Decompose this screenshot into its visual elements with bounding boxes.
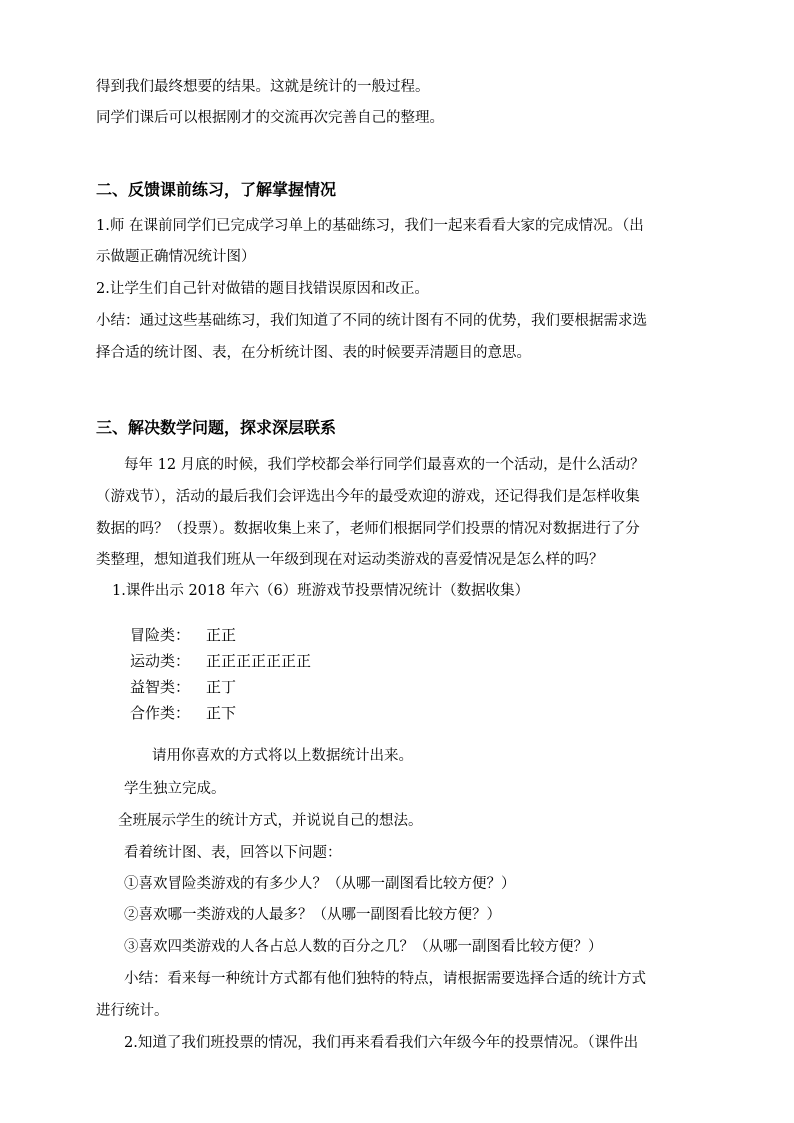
tally-marks-adventure: 正正 xyxy=(206,626,237,644)
section-3-para-b: （游戏节），活动的最后我们会评选出今年的最受欢迎的游戏，还记得我们是怎样收集 xyxy=(96,489,640,505)
section-3-heading: 三、解决数学问题，探求深层联系 xyxy=(96,418,337,437)
section-3-para-a: 每年 12 月底的时候，我们学校都会举行同学们最喜欢的一个活动，是什么活动？ xyxy=(124,457,645,473)
tally-marks-cooperation: 正下 xyxy=(206,704,237,722)
tally-label-puzzle: 益智类： xyxy=(130,678,191,696)
section-3-para-d: 类整理，想知道我们班从一年级到现在对运动类游戏的喜爱情况是怎么样的吗？ xyxy=(96,552,604,568)
showcase-line: 全班展示学生的统计方式，并说说自己的想法。 xyxy=(118,813,423,829)
section-3-summary-a: 小结：看来每一种统计方式都有他们独特的特点，请根据需要选择合适的统计方式 xyxy=(124,971,646,987)
tally-label-adventure: 冒险类： xyxy=(130,626,191,644)
section-3-summary-b: 进行统计。 xyxy=(96,1003,169,1019)
section-3-item-2: 2.知道了我们班投票的情况，我们再来看看我们六年级今年的投票情况。（课件出 xyxy=(124,1035,639,1051)
tally-marks-puzzle: 正丁 xyxy=(206,678,237,696)
tally-marks-sports: 正正正正正正正 xyxy=(206,652,312,670)
section-2-summary-b: 择合适的统计图、表，在分析统计图、表的时候要弄清题目的意思。 xyxy=(96,345,531,361)
intro-line-2: 同学们课后可以根据刚才的交流再次完善自己的整理。 xyxy=(96,110,444,126)
answer-intro-line: 看着统计图、表，回答以下问题： xyxy=(124,845,342,861)
question-3: ③喜欢四类游戏的人各占总人数的百分之几？（从哪一副图看比较方便？） xyxy=(124,939,603,955)
section-3-para-c: 数据的吗？（投票）。数据收集上来了，老师们根据同学们投票的情况对数据进行了分 xyxy=(96,521,640,537)
question-2: ②喜欢哪一类游戏的人最多？（从哪一副图看比较方便？） xyxy=(124,907,501,923)
intro-line-1: 得到我们最终想要的结果。这就是统计的一般过程。 xyxy=(96,79,430,95)
tally-label-cooperation: 合作类： xyxy=(130,704,191,722)
section-2-heading: 二、反馈课前练习，了解掌握情况 xyxy=(96,180,337,199)
independent-line: 学生独立完成。 xyxy=(124,781,226,797)
section-3-item-1: 1.课件出示 2018 年六（6）班游戏节投票情况统计（数据收集） xyxy=(112,583,530,599)
tally-label-sports: 运动类： xyxy=(130,652,191,670)
question-1: ①喜欢冒险类游戏的有多少人？（从哪一副图看比较方便？） xyxy=(124,876,516,892)
prompt-line: 请用你喜欢的方式将以上数据统计出来。 xyxy=(152,748,413,764)
section-2-item-2: 2.让学生们自己针对做错的题目找错误原因和改正。 xyxy=(96,281,429,297)
section-2-item-1-a: 1.师 在课前同学们已完成学习单上的基础练习，我们一起来看看大家的完成情况。（出 xyxy=(96,218,644,234)
section-2-item-1-b: 示做题正确情况统计图） xyxy=(96,249,256,265)
section-2-summary-a: 小结：通过这些基础练习，我们知道了不同的统计图有不同的优势，我们要根据需求选 xyxy=(96,313,647,329)
